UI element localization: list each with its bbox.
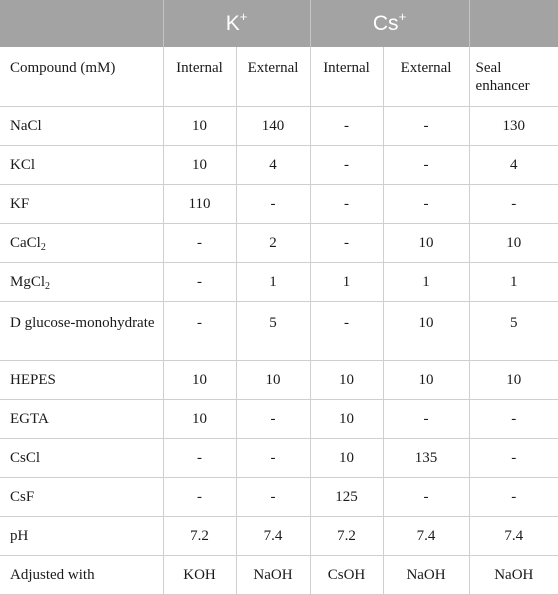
value-cell: 10 xyxy=(383,360,469,399)
value-cell: 10 xyxy=(469,223,558,262)
table-row xyxy=(0,399,558,438)
header-cesium-label: Cs xyxy=(372,11,399,35)
table-row xyxy=(0,477,558,516)
compound-name: CsF xyxy=(10,488,35,505)
compound-name-cell xyxy=(0,106,163,145)
table-row xyxy=(0,516,558,555)
value-cell: 10 xyxy=(469,360,558,399)
value-cell: NaOH xyxy=(383,555,469,594)
header-potassium-label: K xyxy=(225,11,240,35)
value-cell: - xyxy=(163,301,236,360)
column-header-cs-internal: Internal xyxy=(310,47,383,106)
value-cell: 10 xyxy=(163,360,236,399)
value-cell: - xyxy=(236,399,310,438)
compound-name: HEPES xyxy=(10,371,56,388)
value-cell: - xyxy=(236,477,310,516)
compound-name: KCl xyxy=(10,156,36,173)
value-cell: - xyxy=(236,438,310,477)
value-cell: 1 xyxy=(310,262,383,301)
compound-name-cell xyxy=(0,399,163,438)
value-cell: - xyxy=(383,106,469,145)
value-cell: 125 xyxy=(310,477,383,516)
value-cell: - xyxy=(383,184,469,223)
column-header-k-external: External xyxy=(236,47,310,106)
value-cell: 10 xyxy=(163,106,236,145)
value-cell: 110 xyxy=(163,184,236,223)
compound-name-cell xyxy=(0,360,163,399)
value-cell: 4 xyxy=(469,145,558,184)
column-header-k-internal: Internal xyxy=(163,47,236,106)
table-row xyxy=(0,223,558,262)
value-cell: 10 xyxy=(236,360,310,399)
compound-name: MgCl xyxy=(10,273,46,290)
value-cell: - xyxy=(310,106,383,145)
value-cell: - xyxy=(236,184,310,223)
value-cell: 5 xyxy=(236,301,310,360)
value-cell: 2 xyxy=(236,223,310,262)
value-cell: CsOH xyxy=(310,555,383,594)
compound-name: CsCl xyxy=(10,449,41,466)
header-cesium-charge: + xyxy=(398,8,407,24)
header-blank-cell xyxy=(469,0,558,47)
compound-name: EGTA xyxy=(10,410,49,427)
value-cell: 10 xyxy=(383,223,469,262)
value-cell: 135 xyxy=(383,438,469,477)
header-potassium-group xyxy=(163,0,310,47)
column-header-cs-external: External xyxy=(383,47,469,106)
value-cell: 1 xyxy=(383,262,469,301)
value-cell: 4 xyxy=(236,145,310,184)
compound-name-cell xyxy=(0,145,163,184)
value-cell: - xyxy=(383,477,469,516)
table-row xyxy=(0,301,558,360)
value-cell: - xyxy=(163,438,236,477)
value-cell: - xyxy=(469,438,558,477)
compound-name-cell xyxy=(0,223,163,262)
value-cell: 10 xyxy=(310,438,383,477)
header-blank-cell xyxy=(0,0,163,47)
value-cell: - xyxy=(163,223,236,262)
compound-name-cell xyxy=(0,184,163,223)
value-cell: - xyxy=(310,223,383,262)
table-row xyxy=(0,262,558,301)
table-row xyxy=(0,184,558,223)
table-row xyxy=(0,555,558,594)
column-header-row xyxy=(0,47,558,106)
value-cell: 10 xyxy=(310,399,383,438)
compound-name: pH xyxy=(10,527,29,544)
value-cell: 7.4 xyxy=(383,516,469,555)
header-cesium-group xyxy=(310,0,469,47)
compound-name-cell xyxy=(0,516,163,555)
column-header-compound: Compound (mM) xyxy=(0,47,163,106)
compound-subscript: 2 xyxy=(45,280,51,292)
value-cell: - xyxy=(469,399,558,438)
value-cell: 10 xyxy=(310,360,383,399)
value-cell: - xyxy=(163,477,236,516)
compound-name: NaCl xyxy=(10,117,42,134)
compound-name: CaCl xyxy=(10,234,41,251)
value-cell: - xyxy=(469,184,558,223)
table-group-header-row xyxy=(0,0,558,47)
compound-name-cell xyxy=(0,555,163,594)
value-cell: 10 xyxy=(163,399,236,438)
value-cell: - xyxy=(383,145,469,184)
value-cell: 10 xyxy=(163,145,236,184)
table-row xyxy=(0,106,558,145)
value-cell: - xyxy=(163,262,236,301)
value-cell: 7.4 xyxy=(236,516,310,555)
value-cell: NaOH xyxy=(236,555,310,594)
value-cell: - xyxy=(310,145,383,184)
header-potassium-charge: + xyxy=(239,8,248,24)
compound-name: KF xyxy=(10,195,30,212)
value-cell: - xyxy=(383,399,469,438)
value-cell: 1 xyxy=(469,262,558,301)
table-row xyxy=(0,360,558,399)
compound-name: D glucose-monohydrate xyxy=(10,314,155,331)
column-header-seal-enhancer: Seal enhancer xyxy=(469,47,558,106)
table-row xyxy=(0,145,558,184)
value-cell: 1 xyxy=(236,262,310,301)
value-cell: NaOH xyxy=(469,555,558,594)
table-row xyxy=(0,438,558,477)
value-cell: 140 xyxy=(236,106,310,145)
value-cell: - xyxy=(469,477,558,516)
compound-name-cell xyxy=(0,301,163,360)
value-cell: 10 xyxy=(383,301,469,360)
compound-name-cell xyxy=(0,477,163,516)
value-cell: - xyxy=(310,301,383,360)
compound-subscript: 2 xyxy=(40,241,46,253)
compound-name: Adjusted with xyxy=(10,566,95,583)
value-cell: 7.2 xyxy=(310,516,383,555)
value-cell: 130 xyxy=(469,106,558,145)
compound-name-cell xyxy=(0,262,163,301)
value-cell: 7.4 xyxy=(469,516,558,555)
value-cell: 7.2 xyxy=(163,516,236,555)
compound-name-cell xyxy=(0,438,163,477)
value-cell: 5 xyxy=(469,301,558,360)
value-cell: - xyxy=(310,184,383,223)
value-cell: KOH xyxy=(163,555,236,594)
